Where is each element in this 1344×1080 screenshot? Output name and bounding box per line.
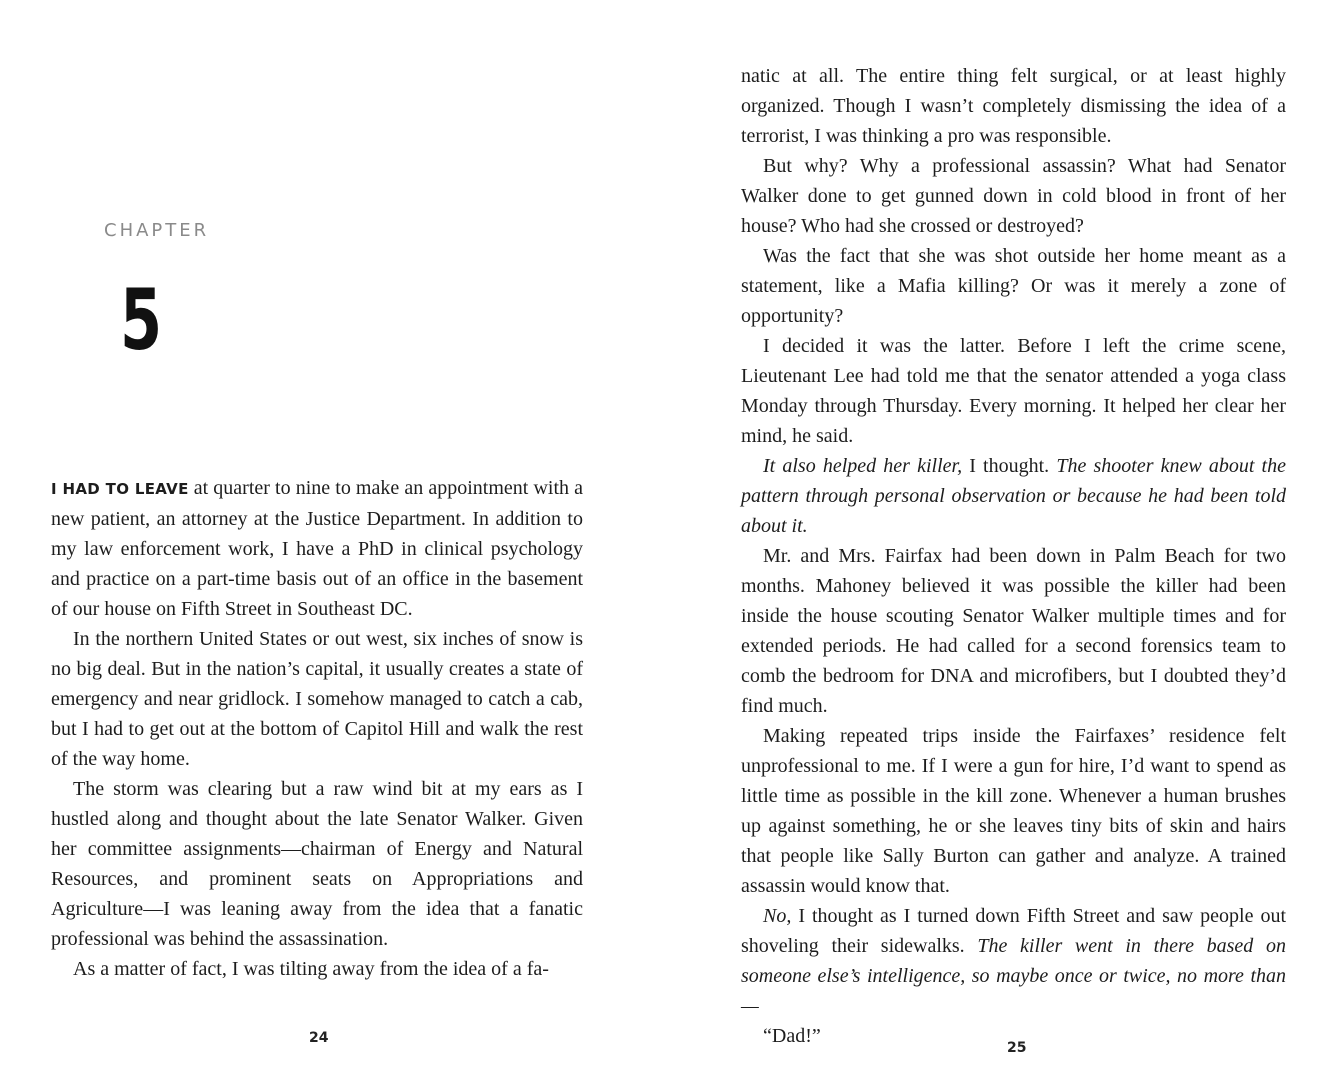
- paragraph-5-text: I thought.: [962, 455, 1057, 477]
- paragraph-1: [51, 473, 583, 624]
- lead-in: I HAD TO LEAVE: [51, 480, 189, 498]
- paragraph-6: Mr. and Mrs. Fairfax had been down in Palm Beach for two months. Mahoney believed it was possible the killer had been inside the house scouting Senator Walker multiple times and for extended periods. He had called for a second forensics team to comb the bedroom for DNA and microfibers, but I doubted they’d find much.: [741, 545, 1286, 717]
- italic-thought: No,: [763, 905, 792, 927]
- paragraph-4: As a matter of fact, I was tilting away from the idea of a fa-: [73, 958, 549, 980]
- paragraph-2: In the northern United States or out west, six inches of snow is no big deal. But in the nation’s capital, it usually creates a state of emergency and near gridlock. I somehow managed to catch a cab, but I had to get out at the bottom of Capitol Hill and walk the rest of the way home.: [51, 628, 583, 770]
- page-number-left: 24: [309, 1030, 329, 1046]
- paragraph-9: “Dad!”: [763, 1025, 821, 1047]
- italic-thought: The killer went in there based on someone else’s intelligence, so maybe once or twice, no more than—: [741, 935, 1286, 1017]
- paragraph-8: [741, 901, 1286, 1021]
- chapter-label: CHAPTER: [104, 220, 210, 241]
- right-page: [672, 0, 1344, 1080]
- paragraph-7: Making repeated trips inside the Fairfaxes’ residence felt unprofessional to me. If I were a gun for hire, I’d want to spend as little time as possible in the kill zone. Whenever a human brushes up against something, he or she leaves tiny bits of skin and hairs that people like Sally Burton can gather and analyze. A trained assassin would know that.: [741, 725, 1286, 897]
- paragraph-4: I decided it was the latter. Before I left the crime scene, Lieutenant Lee had told me that the senator attended a yoga class Monday through Thursday. Every morning. It helped her clear her mind, he said.: [741, 335, 1286, 447]
- paragraph-2: But why? Why a professional assassin? What had Senator Walker done to get gunned down in cold blood in front of her house? Who had she crossed or destroyed?: [741, 155, 1286, 237]
- paragraph-1: natic at all. The entire thing felt surgical, or at least highly organized. Though I wasn’t completely dismissing the idea of a terrorist, I was thinking a pro was responsible.: [741, 65, 1286, 147]
- paragraph-3: Was the fact that she was shot outside her home meant as a statement, like a Mafia killing? Or was it merely a zone of opportunity?: [741, 245, 1286, 327]
- paragraph-8-text: I thought as I turned down Fifth Street and saw people out shoveling their sidewalks.: [741, 905, 1286, 957]
- italic-thought: It also helped her killer,: [763, 455, 963, 477]
- italic-thought: The shooter knew about the pattern through personal observation or because he had been told about it.: [741, 455, 1286, 537]
- paragraph-3: The storm was clearing but a raw wind bit at my ears as I hustled along and thought about the late Senator Walker. Given her committee assignments—chairman of Energy and Natural Resources, and prominent seats on Appropriations and Agriculture—I was leaning away from the idea that a fanatic professional was behind the assassination.: [51, 778, 583, 950]
- page-number-right: 25: [1007, 1040, 1027, 1056]
- paragraph-5: [741, 451, 1286, 541]
- left-body-text: [51, 473, 583, 984]
- chapter-number: 5: [120, 271, 163, 369]
- paragraph-1-text: at quarter to nine to make an appointment with a new patient, an attorney at the Justice Department. In addition to my law enforcement work, I have a PhD in clinical psychology and practice on a part-time basis out of an office in the basement of our house on Fifth Street in Southeast DC.: [51, 477, 583, 620]
- right-body-text: [741, 61, 1286, 1051]
